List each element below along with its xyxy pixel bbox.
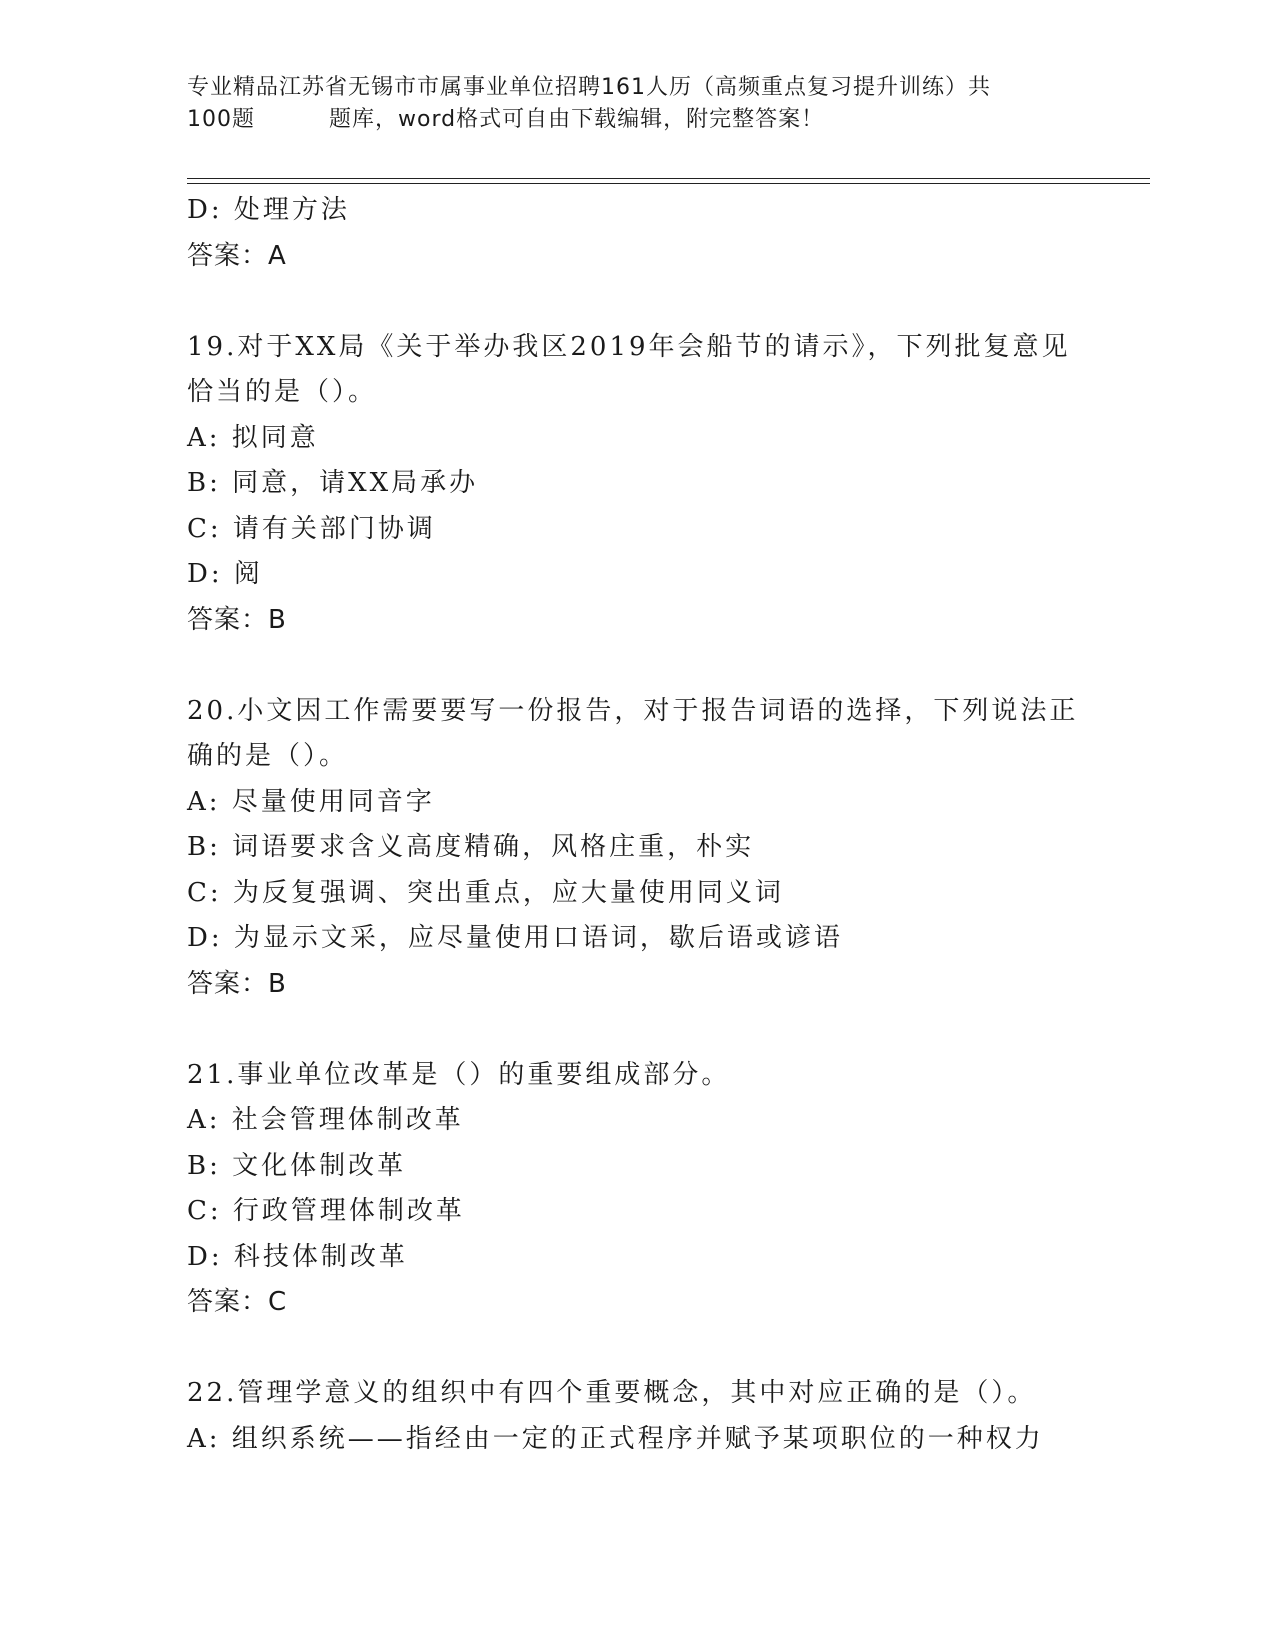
question-22 — [187, 1371, 1127, 1462]
question-21 — [187, 1053, 1127, 1326]
q22-stem-1: 22.管理学意义的组织中有四个重要概念，其中对应正确的是（）。 — [187, 1378, 1037, 1408]
q21-option-d: D: 科技体制改革 — [187, 1241, 408, 1272]
q20-option-b: B: 词语要求含义高度精确，风格庄重，朴实 — [187, 832, 755, 862]
document-header — [187, 72, 1087, 136]
prev-answer: 答案：A — [187, 240, 287, 271]
question-list — [187, 188, 1127, 1462]
q20-stem-2: 确的是（）。 — [187, 741, 349, 771]
header-line-2 — [187, 104, 1087, 136]
q20-answer: 答案：B — [187, 968, 287, 999]
q20-option-c: C: 为反复强调、突出重点，应大量使用同义词 — [187, 877, 784, 908]
prev-option-d: D: 处理方法 — [187, 195, 350, 225]
q21-option-a: A: 社会管理体制改革 — [187, 1105, 464, 1135]
header-divider-top — [187, 178, 1150, 179]
q19-answer: 答案：B — [187, 604, 287, 635]
q20-option-a: A: 尽量使用同音字 — [187, 786, 435, 817]
q19-option-b: B: 同意，请XX局承办 — [187, 468, 479, 498]
q21-answer: 答案：C — [187, 1287, 288, 1317]
q19-option-a: A: 拟同意 — [187, 422, 319, 453]
q20-option-d: D: 为显示文采，应尽量使用口语词，歇后语或谚语 — [187, 923, 843, 953]
header-divider-bottom — [187, 183, 1150, 184]
question-20 — [187, 689, 1127, 1008]
q21-stem-1: 21.事业单位改革是（）的重要组成部分。 — [187, 1059, 731, 1090]
q19-option-d: D: 阅 — [187, 559, 263, 589]
q19-stem-1: 19.对于XX局《关于举办我区2019年会船节的请示》，下列批复意见 — [187, 331, 1071, 362]
q22-option-a: A: 组织系统——指经由一定的正式程序并赋予某项职位的一种权力 — [187, 1423, 1044, 1454]
q19-stem-2: 恰当的是（）。 — [187, 377, 378, 407]
header-line-1: 专业精品江苏省无锡市市属事业单位招聘161人历（高频重点复习提升训练）共 — [187, 75, 991, 100]
header-line-2-text: 题库，word格式可自由下载编辑，附完整答案！ — [329, 107, 825, 132]
q21-option-c: C: 行政管理体制改革 — [187, 1196, 465, 1226]
header-line-2-count: 100题 — [187, 107, 255, 132]
question-19 — [187, 325, 1127, 644]
q19-option-c: C: 请有关部门协调 — [187, 513, 436, 544]
q20-stem-1: 20.小文因工作需要要写一份报告，对于报告词语的选择，下列说法正 — [187, 695, 1079, 726]
q21-option-b: B: 文化体制改革 — [187, 1150, 407, 1181]
